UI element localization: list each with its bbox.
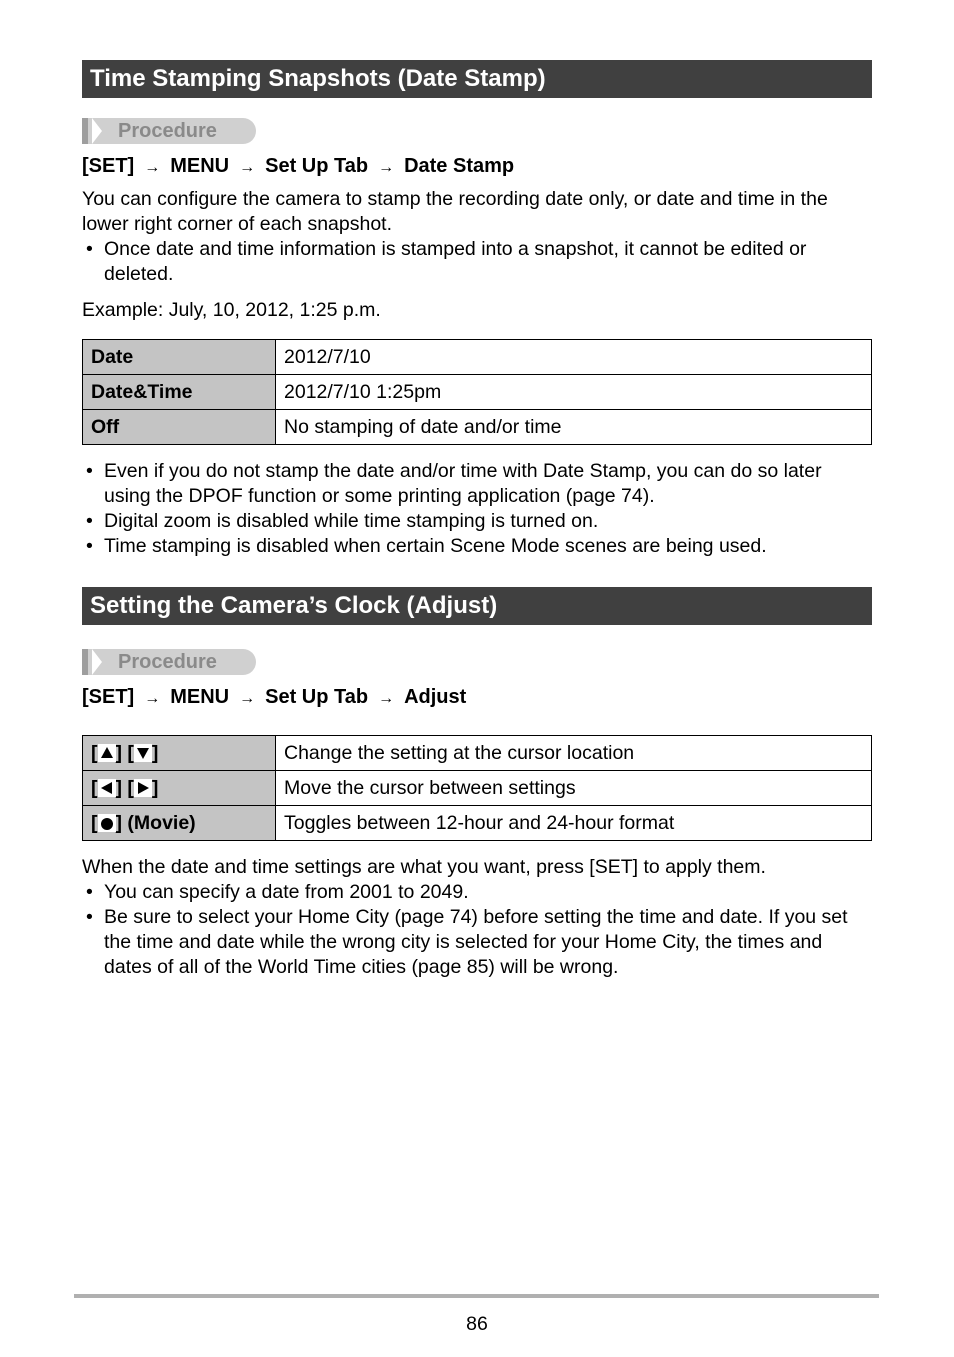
movie-record-icon	[98, 814, 116, 832]
path-step: Set Up Tab	[265, 686, 369, 708]
section-heading-adjust: Setting the Camera’s Clock (Adjust)	[82, 587, 872, 625]
page-number: 86	[466, 1313, 488, 1335]
arrow-icon: →	[239, 159, 256, 176]
procedure-label: Procedure	[118, 120, 217, 142]
table-row	[83, 375, 872, 410]
path-step: Set Up Tab	[265, 155, 369, 177]
table-row	[83, 771, 872, 806]
control-key-label: (Movie)	[127, 811, 196, 834]
bullet-list	[82, 880, 872, 980]
arrow-icon: →	[378, 690, 395, 707]
control-key: [ ] (Movie)	[83, 806, 276, 841]
right-icon	[134, 779, 152, 797]
bullet-item: • Digital zoom is disabled while time stamping is turned on.	[82, 509, 872, 534]
example-text: Example: July, 10, 2012, 1:25 p.m.	[82, 299, 381, 321]
option-value: 2012/7/10	[276, 340, 872, 375]
menu-path	[82, 153, 514, 181]
option-key: Date&Time	[83, 375, 276, 410]
footer-rule	[74, 1294, 879, 1298]
table-row	[83, 340, 872, 375]
option-key: Date	[83, 340, 276, 375]
bullet-list	[82, 459, 872, 559]
down-icon	[134, 744, 152, 762]
table-row	[83, 736, 872, 771]
adjust-controls-table	[82, 735, 872, 841]
control-key: [ ] [ ]	[83, 771, 276, 806]
section-heading-date-stamp: Time Stamping Snapshots (Date Stamp)	[82, 60, 872, 98]
bullet-list	[82, 237, 872, 287]
arrow-icon: →	[144, 159, 161, 176]
bullet-item: • Once date and time information is stamped into a snapshot, it cannot be edited or deleted.	[82, 237, 872, 287]
bullet-item: • You can specify a date from 2001 to 2049.	[82, 880, 872, 905]
path-step: MENU	[170, 155, 230, 177]
arrow-icon: →	[239, 690, 256, 707]
left-icon	[98, 779, 116, 797]
control-description: Move the cursor between settings	[276, 771, 872, 806]
path-step: [SET]	[82, 155, 135, 177]
control-description: Toggles between 12-hour and 24-hour format	[276, 806, 872, 841]
bullet-item: • Even if you do not stamp the date and/or time with Date Stamp, you can do so later using the DPOF function or some printing application (page 74).	[82, 459, 872, 509]
table-row	[83, 806, 872, 841]
path-step: MENU	[170, 686, 230, 708]
arrow-icon: →	[378, 159, 395, 176]
procedure-badge	[82, 118, 256, 144]
control-description: Change the setting at the cursor location	[276, 736, 872, 771]
menu-path	[82, 684, 466, 712]
apply-paragraph: When the date and time settings are what you want, press [SET] to apply them.	[82, 856, 766, 878]
date-stamp-options-table	[82, 339, 872, 445]
bullet-item: • Be sure to select your Home City (page 74) before setting the time and date. If you set the time and date while the wrong city is selected for your Home City, the times and dates of all of the World Time cities (page 85) will be wrong.	[82, 905, 872, 980]
path-step: [SET]	[82, 686, 135, 708]
bullet-item: • Time stamping is disabled when certain Scene Mode scenes are being used.	[82, 534, 872, 559]
path-step: Adjust	[404, 686, 467, 708]
option-value: 2012/7/10 1:25pm	[276, 375, 872, 410]
option-key: Off	[83, 410, 276, 445]
table-row	[83, 410, 872, 445]
option-value: No stamping of date and/or time	[276, 410, 872, 445]
up-icon	[98, 744, 116, 762]
procedure-badge	[82, 649, 256, 675]
path-step: Date Stamp	[404, 155, 515, 177]
procedure-label: Procedure	[118, 651, 217, 673]
control-key: [ ] [ ]	[83, 736, 276, 771]
arrow-icon: →	[144, 690, 161, 707]
intro-paragraph: You can configure the camera to stamp the recording date only, or date and time in the lower right corner of each snapshot.	[82, 188, 828, 235]
